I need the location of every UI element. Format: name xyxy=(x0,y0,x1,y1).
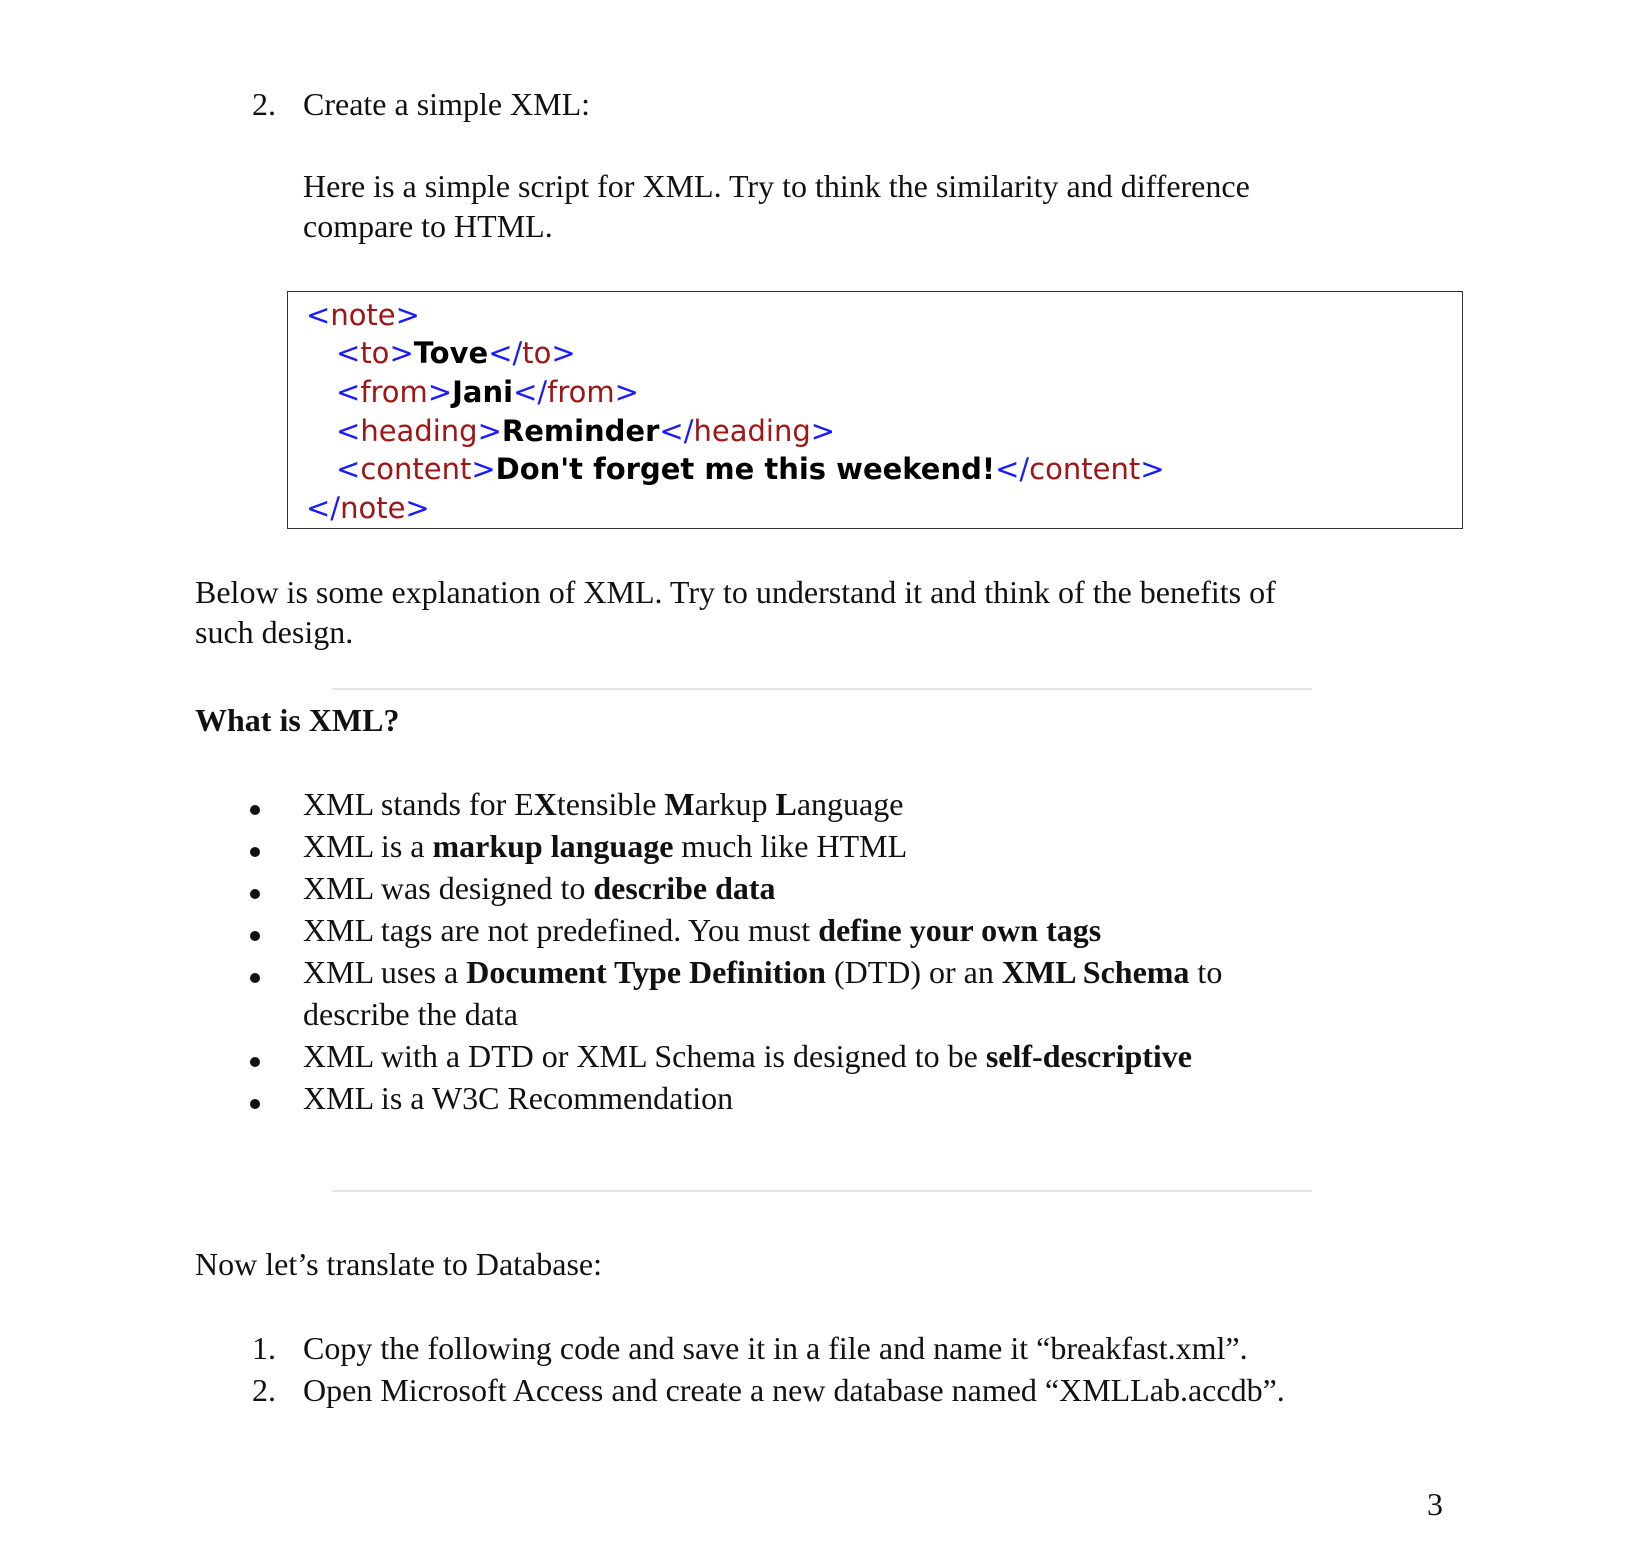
code-line-heading: <heading>Reminder</heading> xyxy=(336,414,836,448)
code-line-from: <from>Jani</from> xyxy=(336,375,639,409)
bullet-dot xyxy=(250,973,260,983)
bullet-dot xyxy=(250,1099,260,1109)
section-heading: What is XML? xyxy=(195,702,400,738)
intro-line-2: compare to HTML. xyxy=(303,208,553,244)
code-line-note-close: </note> xyxy=(306,491,430,525)
translate-item-2-number: 2. xyxy=(252,1372,276,1408)
translate-item-1: Copy the following code and save it in a file and name it “breakfast.xml”. xyxy=(303,1330,1248,1366)
step-title: Create a simple XML: xyxy=(303,86,591,122)
bullet-item-6: XML with a DTD or XML Schema is designed to be self-descriptive xyxy=(303,1038,1192,1074)
bullet-item-2: XML is a markup language much like HTML xyxy=(303,828,908,864)
bullet-dot xyxy=(250,1057,260,1067)
bullet-item-3: XML was designed to describe data xyxy=(303,870,776,906)
bullet-dot xyxy=(250,931,260,941)
page-number: 3 xyxy=(1427,1486,1443,1522)
xml-code-block xyxy=(287,291,1463,529)
code-line-to: <to>Tove</to> xyxy=(336,336,576,370)
bullet-item-1: XML stands for EXtensible Markup Language xyxy=(303,786,904,822)
intro-line-1: Here is a simple script for XML. Try to think the similarity and difference xyxy=(303,168,1250,204)
divider-bottom xyxy=(332,1190,1312,1192)
translate-item-2: Open Microsoft Access and create a new database named “XMLLab.accdb”. xyxy=(303,1372,1285,1408)
step-number: 2. xyxy=(252,86,276,122)
divider-top xyxy=(332,688,1312,690)
code-line-content: <content>Don't forget me this weekend!</content> xyxy=(336,452,1165,486)
translate-item-1-number: 1. xyxy=(252,1330,276,1366)
bullet-item-5: XML uses a Document Type Definition (DTD) or an XML Schema to xyxy=(303,954,1223,990)
explanation-line-2: such design. xyxy=(195,614,354,650)
bullet-dot xyxy=(250,889,260,899)
translate-intro: Now let’s translate to Database: xyxy=(195,1246,602,1282)
bullet-item-7: XML is a W3C Recommendation xyxy=(303,1080,734,1116)
bullet-dot xyxy=(250,847,260,857)
bullet-dot xyxy=(250,805,260,815)
bullet-item-5-continued: describe the data xyxy=(303,996,518,1032)
code-line-note-open: <note> xyxy=(306,298,420,332)
explanation-line-1: Below is some explanation of XML. Try to understand it and think of the benefits of xyxy=(195,574,1276,610)
bullet-item-4: XML tags are not predefined. You must define your own tags xyxy=(303,912,1102,948)
